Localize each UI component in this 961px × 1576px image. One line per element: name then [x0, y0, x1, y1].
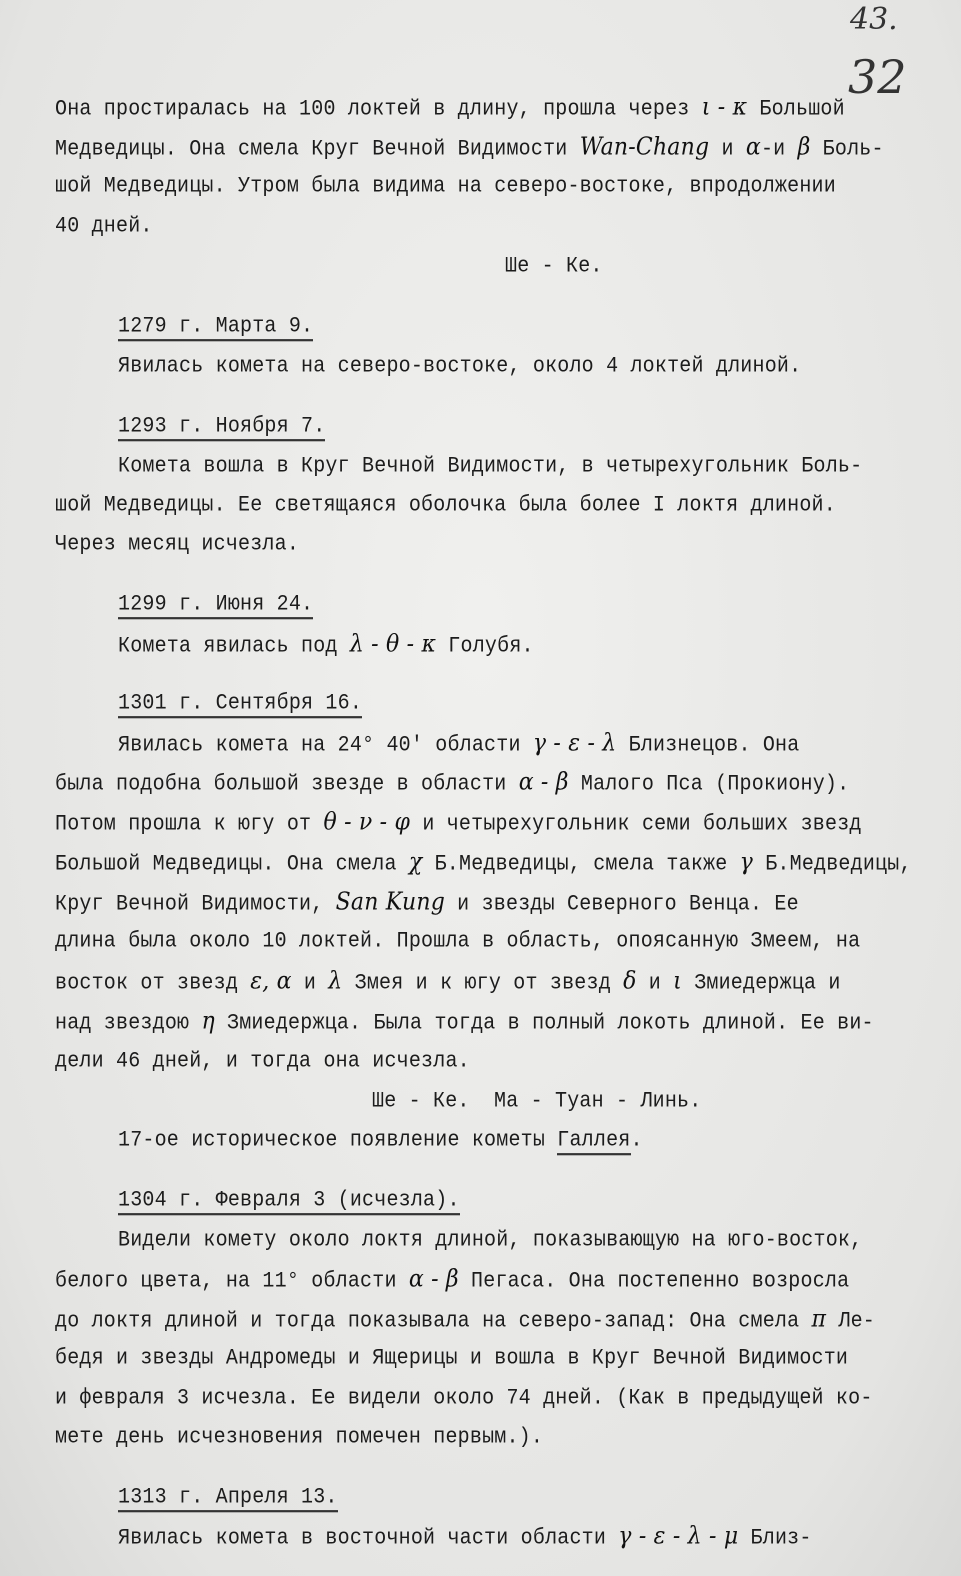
underlined-heading: 1299 г. Июня 24.: [118, 592, 313, 620]
text-segment: дели 46 дней, и тогда она исчезла.: [55, 1048, 470, 1075]
text-line: [55, 135, 884, 164]
text-segment: Явилась комета на северо-востоке, около 4 локтей длиной.: [118, 353, 802, 380]
text-segment: и звезды Северного Венца. Ее: [444, 891, 799, 918]
text-line: [118, 1524, 812, 1553]
text-segment: и: [636, 970, 674, 997]
text-segment: Змиедержца и: [682, 970, 841, 997]
text-line: [55, 174, 836, 200]
text-segment: мете день исчезновения помечен первым.).: [55, 1424, 544, 1451]
text-segment: Боль-: [810, 136, 884, 163]
text-segment: Явилась комета в восточной части области: [118, 1525, 619, 1552]
text-line: [55, 214, 153, 240]
text-line: [118, 414, 325, 440]
text-segment: и: [291, 970, 329, 997]
text-segment: Ше - Ке. Ма - Туан - Линь.: [372, 1088, 702, 1115]
text-line: [118, 1128, 643, 1154]
text-segment: Через месяц исчезла.: [55, 531, 300, 558]
text-line: [118, 1228, 862, 1254]
text-line: [372, 1089, 701, 1115]
text-line: [55, 493, 836, 519]
handwritten-insert: Wan-Chang: [579, 133, 710, 162]
underlined-heading: 1301 г. Сентября 16.: [118, 691, 362, 719]
handwritten-insert: San Kung: [335, 888, 445, 917]
text-line: [55, 810, 862, 839]
text-line: [118, 1485, 338, 1511]
text-segment: Малого Пса (Прокиону).: [568, 771, 850, 798]
handwritten-insert: λ: [328, 967, 343, 996]
underlined-heading: 1293 г. Ноября 7.: [118, 414, 325, 442]
handwritten-insert: δ: [623, 967, 637, 996]
text-segment: 17-ое историческое появление кометы: [118, 1127, 558, 1154]
text-line: [118, 454, 862, 480]
handwritten-insert: χ: [408, 848, 423, 877]
text-segment: длина была около 10 локтей. Прошла в область, опоясанную Змеем, на: [55, 928, 861, 955]
text-segment: Явилась комета на 24° 40′ области: [118, 732, 533, 759]
text-line: [118, 1188, 460, 1214]
handwritten-insert: γ: [739, 848, 754, 877]
text-segment: Большой: [747, 96, 845, 123]
text-segment: Б.Медведицы, смела также: [422, 851, 740, 878]
handwritten-insert: γ - ε - λ: [532, 729, 617, 758]
text-segment: Ше - Ке.: [505, 253, 603, 280]
text-segment: Она простиралась на 100 локтей в длину, прошла через: [55, 96, 702, 123]
text-segment: и февраля 3 исчезла. Ее видели около 74 дней. (Как в предыдущей ко-: [55, 1385, 873, 1412]
text-segment: Змея и к югу от звезд: [342, 970, 624, 997]
text-segment: Близ-: [738, 1525, 812, 1552]
text-segment: до локтя длиной и тогда показывала на северо-запад: Она смела: [55, 1308, 812, 1335]
handwritten-insert: θ - ν - φ: [323, 808, 411, 837]
text-segment: .: [630, 1127, 643, 1154]
handwritten-insert: β: [797, 133, 811, 162]
text-line: [118, 632, 534, 661]
text-line: [55, 850, 912, 879]
text-line: [55, 890, 799, 919]
text-segment: Ле-: [826, 1308, 876, 1335]
text-segment: -и: [760, 136, 798, 163]
handwritten-insert: λ - θ - κ: [349, 630, 437, 659]
text-line: [55, 532, 299, 558]
text-segment: и четырехугольник семи больших звезд: [410, 811, 862, 838]
text-line: [118, 691, 362, 717]
text-segment: Змиедержца. Была тогда в полный локоть длиной. Ее ви-: [214, 1010, 874, 1037]
text-segment: бедя и звезды Андромеды и Ящерицы и вошла в Круг Вечной Видимости: [55, 1345, 849, 1372]
text-segment: восток от звезд: [55, 970, 251, 997]
document-page-number: 32: [848, 50, 907, 104]
text-line: [55, 969, 841, 998]
underlined-heading: Галлея: [557, 1128, 630, 1156]
text-segment: Комета вошла в Круг Вечной Видимости, в четырехугольник Боль-: [118, 453, 863, 480]
text-line: [55, 1386, 873, 1412]
text-line: [55, 1267, 849, 1296]
text-segment: была подобна большой звезде в области: [55, 771, 519, 798]
text-line: [118, 731, 799, 760]
handwritten-insert: α - β: [518, 768, 569, 797]
handwritten-insert: α: [745, 133, 761, 162]
handwritten-insert: γ - ε - λ - μ: [618, 1522, 739, 1551]
text-line: [505, 254, 603, 280]
text-segment: Б.Медведицы,: [753, 851, 912, 878]
text-line: [118, 314, 313, 340]
text-segment: Комета явилась под: [118, 633, 350, 660]
handwritten-insert: α - β: [408, 1265, 459, 1294]
underlined-heading: 1313 г. Апреля 13.: [118, 1485, 338, 1513]
text-line: [118, 592, 313, 618]
archive-page-number: 43.: [850, 2, 898, 37]
text-line: [55, 1009, 874, 1038]
text-segment: Видели комету около локтя длиной, показывающую на юго-восток,: [118, 1227, 863, 1254]
text-line: [55, 1346, 848, 1372]
text-segment: Потом прошла к югу от: [55, 811, 324, 838]
text-segment: над звездою: [55, 1010, 202, 1037]
text-line: [55, 1307, 875, 1336]
text-segment: и: [709, 136, 746, 163]
text-segment: Круг Вечной Видимости,: [55, 891, 336, 918]
handwritten-insert: η: [201, 1007, 215, 1036]
underlined-heading: 1279 г. Марта 9.: [118, 314, 313, 342]
handwritten-insert: ι - κ: [701, 93, 748, 122]
underlined-heading: 1304 г. Февраля 3 (исчезла).: [118, 1188, 460, 1216]
text-line: [55, 1049, 470, 1075]
text-segment: шой Медведицы. Ее светящаяся оболочка была более I локтя длиной.: [55, 492, 836, 519]
text-segment: Большой Медведицы. Она смела: [55, 851, 409, 878]
handwritten-insert: π: [811, 1305, 827, 1334]
text-segment: Близнецов. Она: [616, 732, 800, 759]
text-line: [55, 929, 860, 955]
text-segment: шой Медведицы. Утром была видима на северо-востоке, впродолжении: [55, 173, 836, 200]
handwritten-insert: ι: [673, 967, 682, 996]
text-segment: Медведицы. Она смела Круг Вечной Видимости: [55, 136, 580, 163]
text-line: [118, 354, 801, 380]
text-segment: Пегаса. Она постепенно возросла: [458, 1268, 850, 1295]
text-line: [55, 95, 845, 124]
text-line: [55, 1425, 543, 1451]
text-segment: 40 дней.: [55, 213, 153, 240]
handwritten-insert: ε, α: [250, 967, 292, 996]
text-segment: Голубя.: [436, 633, 534, 660]
text-segment: белого цвета, на 11° области: [55, 1268, 409, 1295]
text-line: [55, 770, 849, 799]
